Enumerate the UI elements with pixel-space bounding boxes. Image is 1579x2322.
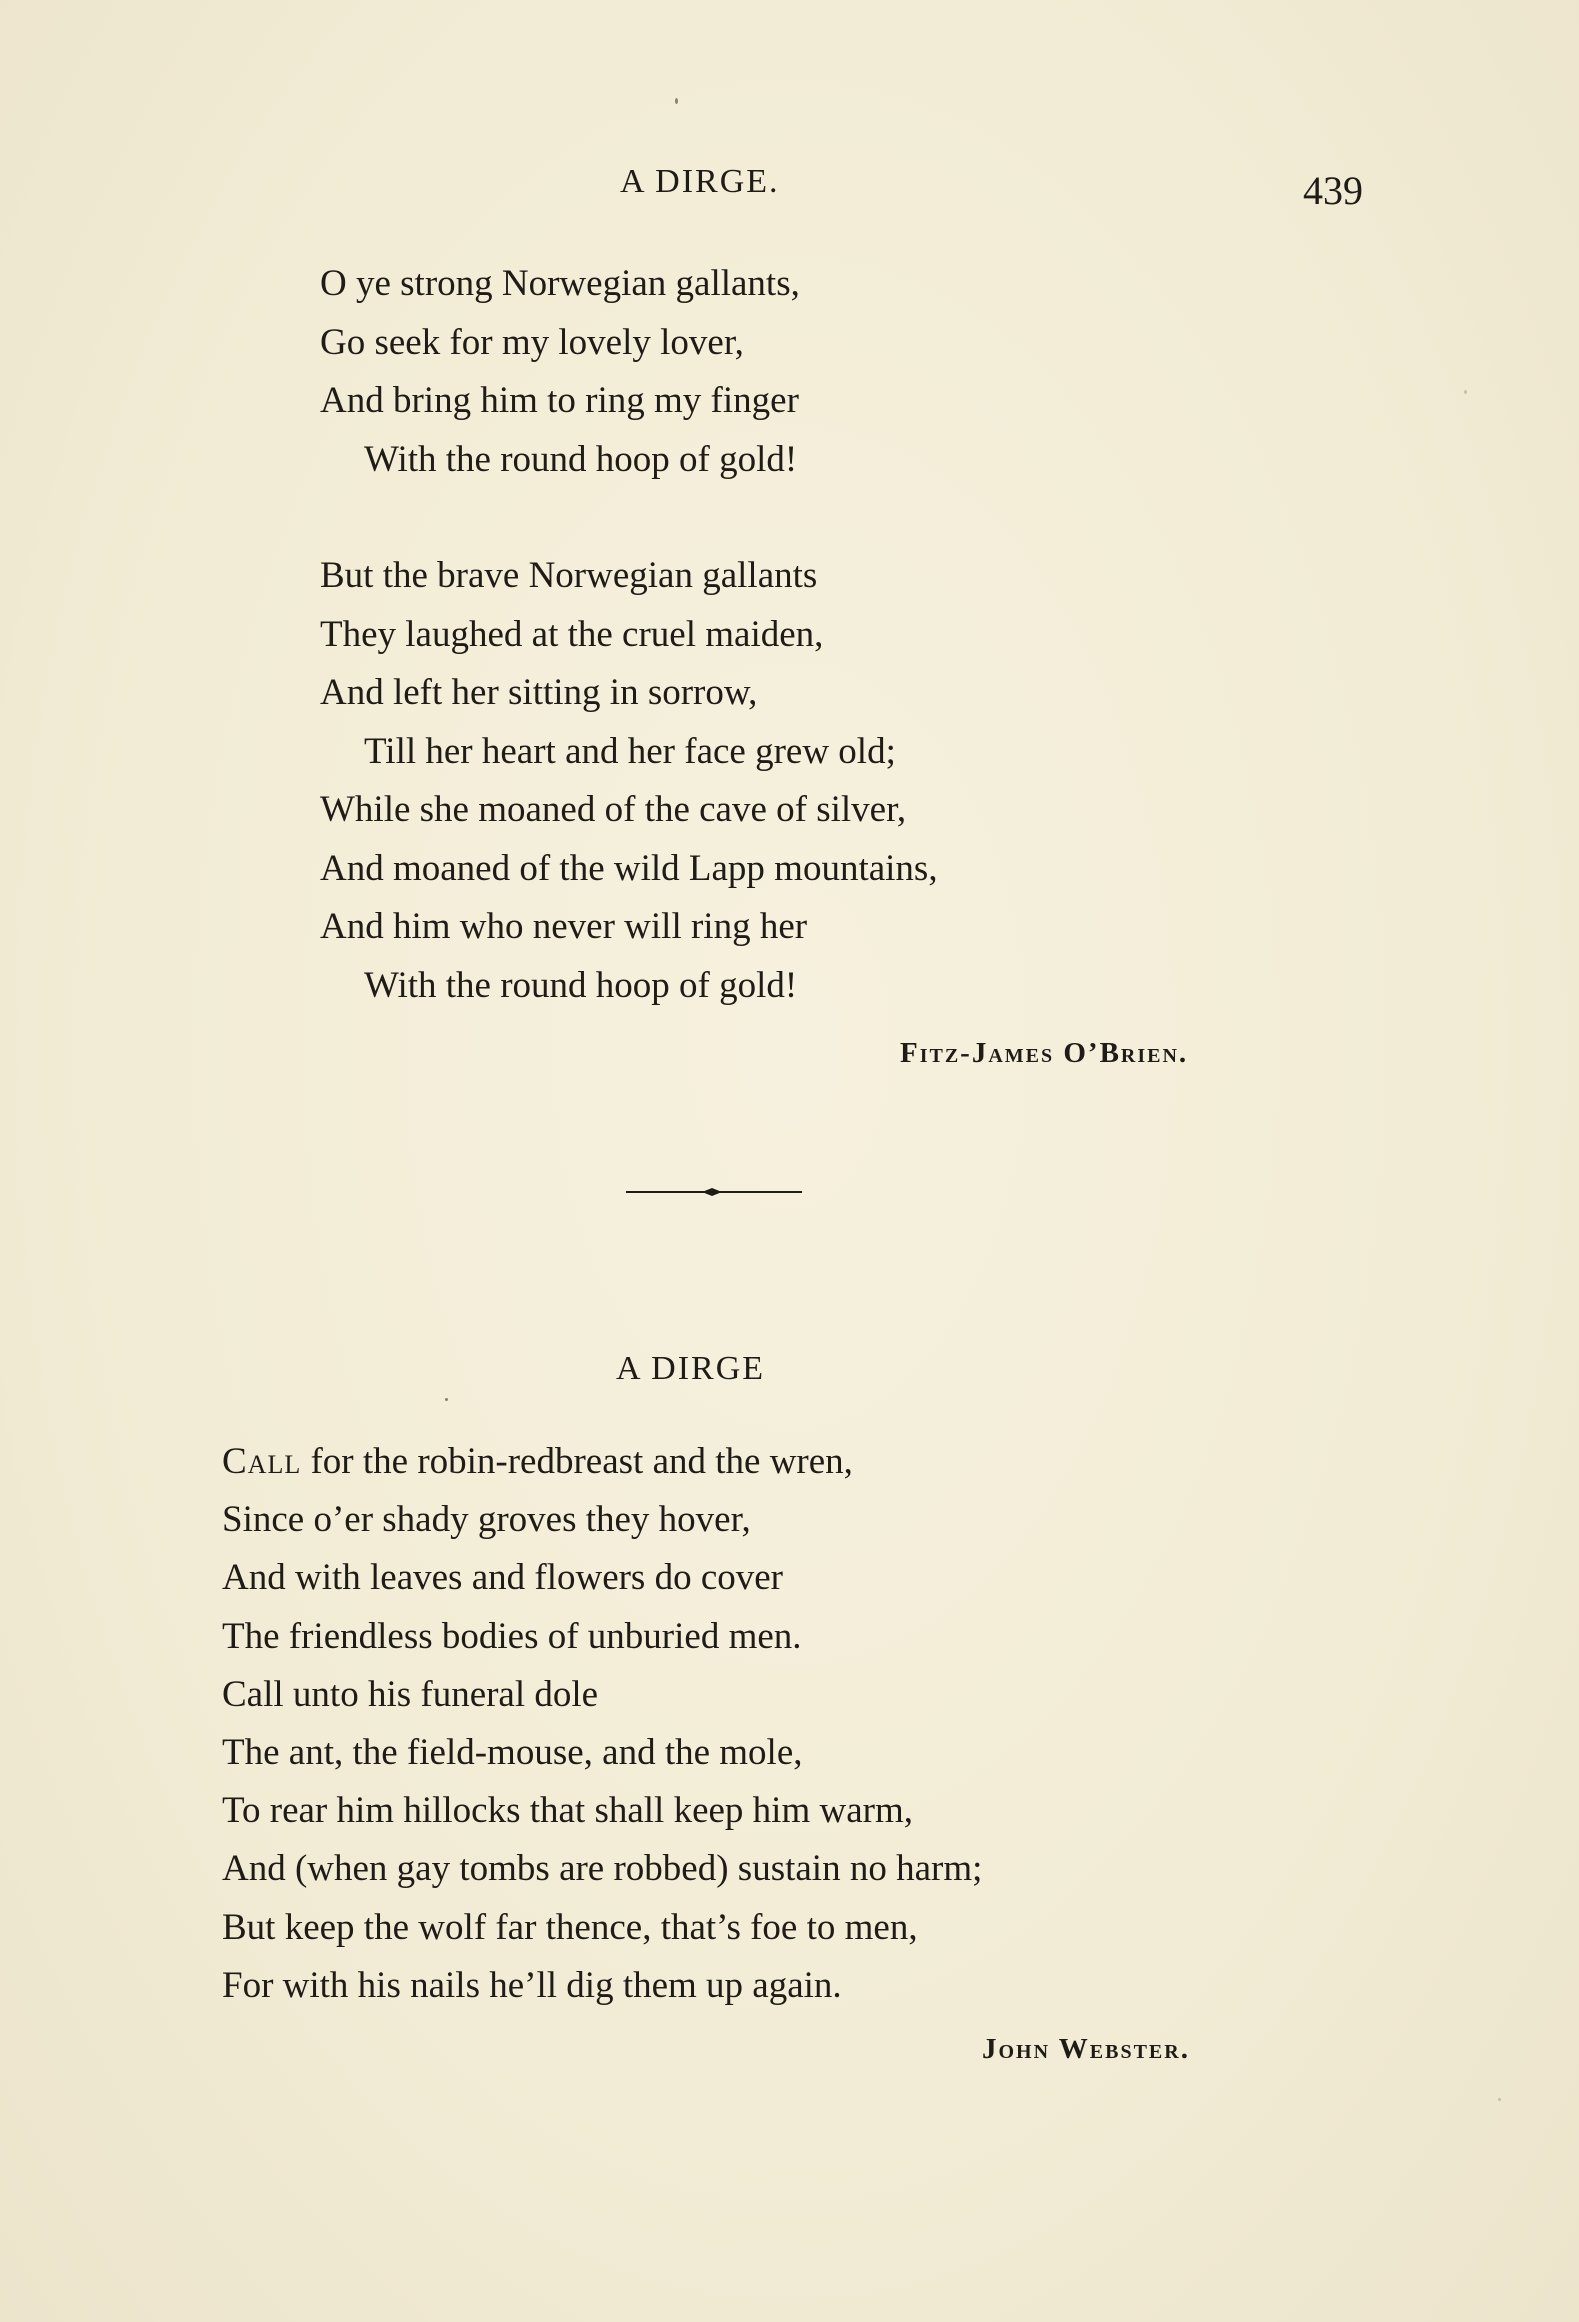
first-word: Call	[222, 1441, 302, 1482]
poem-line: And left her sitting in sorrow,	[320, 672, 758, 713]
poem-line: To rear him hillocks that shall keep him warm,	[222, 1790, 913, 1832]
poem-line: But keep the wolf far thence, that’s foe to men,	[222, 1906, 918, 1948]
first-line-rest: for the robin-redbreast and the wren,	[301, 1441, 853, 1482]
poem-line: And (when gay tombs are robbed) sustain no harm;	[222, 1848, 983, 1890]
poem-line: Till her heart and her face grew old;	[364, 730, 896, 772]
poem-line: And him who never will ring her	[320, 906, 808, 947]
poem-line: With the round hoop of gold!	[364, 964, 798, 1006]
poem1-stanza1	[320, 255, 1320, 489]
poem-line: Go seek for my lovely lover,	[320, 321, 744, 363]
paper-speck	[445, 1398, 448, 1401]
paper-speck	[675, 98, 678, 104]
poem2-body	[222, 1433, 1222, 2015]
section-divider	[626, 1186, 802, 1198]
running-title: A DIRGE.	[620, 163, 780, 200]
poem1-attribution: Fitz-James O’Brien.	[900, 1037, 1189, 1069]
poem2-title: A DIRGE	[616, 1350, 766, 1387]
poem1-stanza2	[320, 547, 1320, 1015]
poem-line: And moaned of the wild Lapp mountains,	[320, 847, 938, 889]
poem-line: And with leaves and flowers do cover	[222, 1557, 783, 1599]
poem-line: The ant, the field-mouse, and the mole,	[222, 1731, 803, 1773]
page-number: 439	[1303, 168, 1363, 213]
poem-line: For with his nails he’ll dig them up again.	[222, 1964, 842, 2006]
poem-line: And bring him to ring my finger	[320, 380, 799, 421]
poem-line: While she moaned of the cave of silver,	[320, 789, 907, 830]
poem-line: They laughed at the cruel maiden,	[320, 613, 824, 655]
paper-speck	[1498, 2098, 1501, 2101]
poem-line: With the round hoop of gold!	[364, 438, 798, 480]
poem-line: O ye strong Norwegian gallants,	[320, 263, 800, 304]
poem-line: But the brave Norwegian gallants	[320, 555, 818, 596]
poem-line-first	[222, 1433, 1222, 1491]
poem2-attribution: John Webster.	[982, 2033, 1190, 2065]
running-head	[0, 163, 1579, 213]
poem-line: Since o’er shady groves they hover,	[222, 1499, 751, 1541]
paper-speck	[1464, 390, 1467, 394]
poem-line: The friendless bodies of unburied men.	[222, 1615, 802, 1657]
poem-line: Call unto his funeral dole	[222, 1673, 599, 1715]
